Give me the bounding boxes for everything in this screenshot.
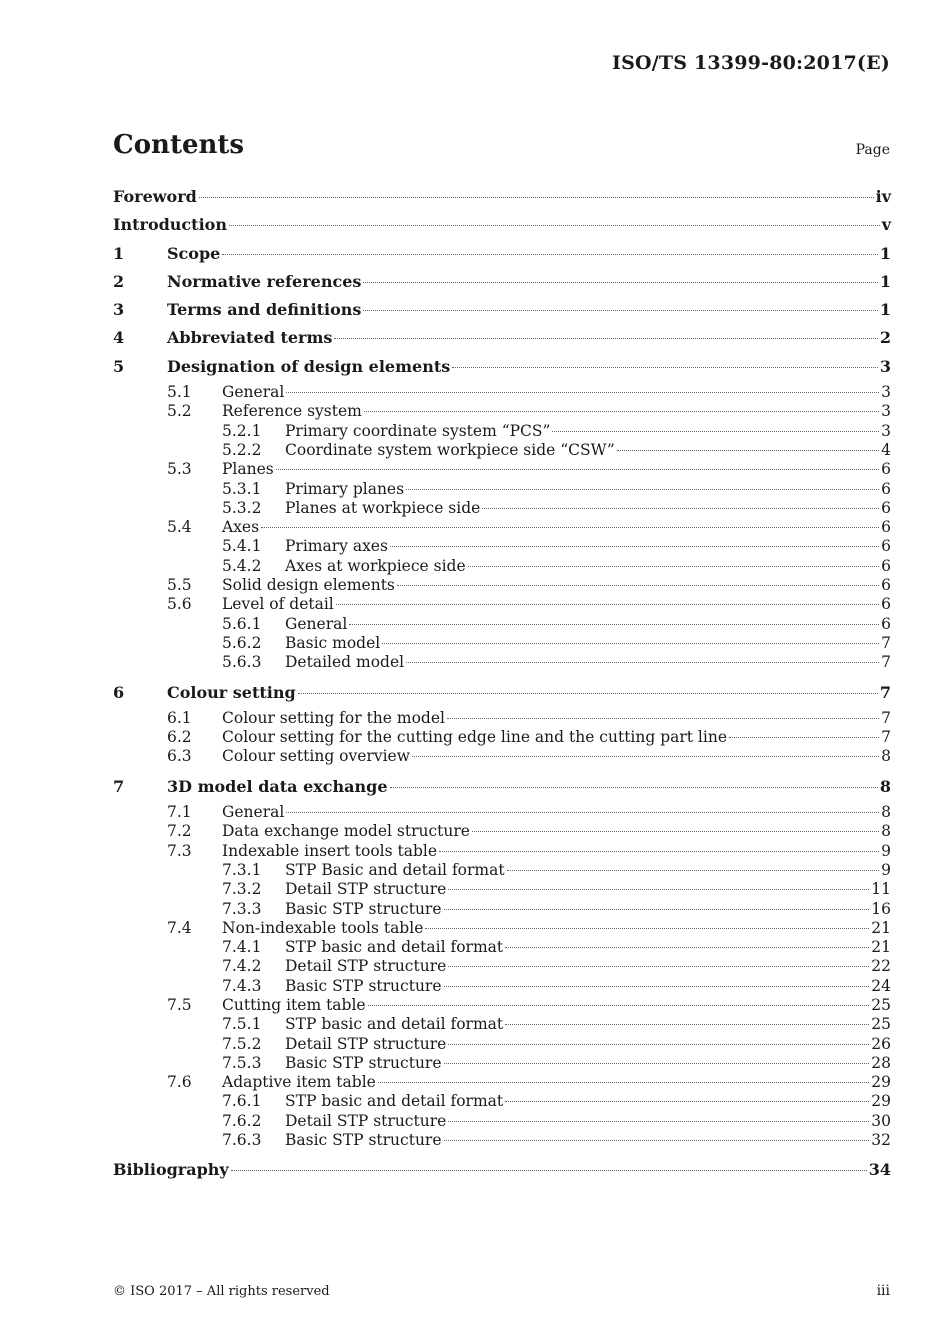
- toc-entry-title: Colour setting for the cutting edge line and the cutting part line: [222, 728, 728, 747]
- toc-entry-page: 7: [881, 708, 891, 727]
- toc-entry-page: 22: [871, 957, 891, 976]
- toc-entry-page: 1: [879, 271, 891, 291]
- toc-entry-line: [285, 537, 891, 556]
- toc-entry[interactable]: [113, 1112, 891, 1131]
- toc-entry-page: 21: [871, 938, 891, 957]
- toc-entry-page: 7: [881, 728, 891, 747]
- toc-entry-page: 8: [881, 803, 891, 822]
- dot-leader: [444, 908, 870, 910]
- toc-entry-line: [285, 1131, 891, 1150]
- toc-entry-page: 7: [879, 682, 891, 702]
- toc-entry[interactable]: [113, 518, 891, 537]
- toc-entry-page: 25: [871, 995, 891, 1014]
- dot-leader: [448, 1043, 869, 1045]
- toc-entry-number: 6: [113, 682, 125, 702]
- toc-entry-line: [167, 326, 891, 349]
- toc-entry-line: [285, 634, 891, 653]
- toc-entry[interactable]: [113, 1092, 891, 1111]
- toc-entry-page: 21: [871, 918, 891, 937]
- dot-leader: [334, 337, 877, 339]
- toc-entry-title: Introduction: [113, 215, 227, 235]
- page-column-label: Page: [855, 142, 890, 158]
- copyright-notice: © ISO 2017 – All rights reserved: [113, 1284, 330, 1299]
- dot-leader: [482, 507, 879, 509]
- toc-entry-page: 34: [868, 1160, 891, 1180]
- toc-entry-title: Planes: [222, 460, 274, 479]
- toc-entry-number: 7.4.2: [222, 957, 262, 976]
- dot-leader: [448, 965, 869, 967]
- toc-entry-line: [113, 213, 891, 236]
- toc-entry-title: Detail STP structure: [285, 957, 447, 976]
- toc-entry-number: 5.3.2: [222, 498, 262, 517]
- toc-entry-title: General: [222, 383, 285, 402]
- toc-entry[interactable]: [113, 576, 891, 595]
- toc-entry-title: Colour setting for the model: [222, 708, 445, 727]
- toc-entry-title: Basic STP structure: [285, 1131, 442, 1150]
- toc-entry[interactable]: [113, 803, 891, 822]
- dot-leader: [364, 410, 879, 412]
- toc-entry-page: 3: [881, 402, 891, 421]
- toc-entry[interactable]: [113, 1054, 891, 1073]
- toc-entry-number: 5.6.2: [222, 633, 262, 652]
- toc-entry-title: Primary coordinate system “PCS”: [285, 421, 551, 440]
- toc-entry[interactable]: [113, 1035, 891, 1054]
- toc-entry[interactable]: [113, 595, 891, 614]
- dot-leader: [397, 584, 879, 586]
- toc-entry-page: 11: [871, 880, 891, 899]
- toc-entry-title: Reference system: [222, 402, 362, 421]
- toc-entry-page: 16: [871, 899, 891, 918]
- toc-entry-title: Foreword: [113, 187, 197, 206]
- dot-leader: [468, 565, 879, 567]
- dot-leader: [222, 253, 878, 255]
- dot-leader: [368, 1004, 870, 1006]
- dot-leader: [406, 661, 879, 663]
- toc-entry-number: 7.4: [167, 918, 192, 937]
- dot-leader: [406, 488, 879, 490]
- toc-entry-number: 7.6.3: [222, 1131, 262, 1150]
- toc-entry[interactable]: [113, 242, 891, 270]
- toc-entry-number: 4: [113, 328, 125, 348]
- toc-entry[interactable]: [113, 383, 891, 402]
- dot-leader: [505, 1023, 869, 1025]
- toc-entry-title: Basic STP structure: [285, 1053, 442, 1072]
- toc-entry-line: [222, 822, 891, 841]
- toc-entry-page: 3: [881, 383, 891, 402]
- toc-entry-page: 8: [881, 822, 891, 841]
- toc-entry-title: Detailed model: [285, 653, 405, 672]
- toc-entry[interactable]: [113, 1158, 891, 1186]
- toc-entry-line: [285, 1112, 891, 1131]
- toc-entry-line: [222, 996, 891, 1015]
- toc-entry-line: [285, 957, 891, 976]
- toc-entry-line: [222, 709, 891, 728]
- toc-entry-number: 7.2: [167, 822, 192, 841]
- toc-entry-page: 24: [871, 976, 891, 995]
- toc-entry-title: Basic model: [285, 633, 381, 652]
- toc-entry-page: 1: [879, 243, 891, 263]
- toc-entry-page: 9: [881, 860, 891, 879]
- toc-entry-number: 5.2.2: [222, 440, 262, 459]
- toc-entry-page: v: [881, 215, 891, 235]
- toc-entry-number: 7.5.3: [222, 1053, 262, 1072]
- toc-entry-page: 6: [881, 537, 891, 556]
- toc-entry-line: [285, 1054, 891, 1073]
- dot-leader: [552, 430, 879, 432]
- toc-entry-page: 29: [871, 1073, 891, 1092]
- dot-leader: [452, 366, 878, 368]
- dot-leader: [444, 1062, 870, 1064]
- dot-leader: [231, 1169, 867, 1171]
- toc-entry[interactable]: [113, 270, 891, 298]
- toc-entry[interactable]: [113, 1073, 891, 1092]
- toc-entry-title: Axes at workpiece side: [285, 556, 466, 575]
- dot-leader: [349, 623, 879, 625]
- toc-entry-title: Basic STP structure: [285, 899, 442, 918]
- toc-entry-page: 3: [881, 421, 891, 440]
- toc-entry[interactable]: [113, 728, 891, 747]
- toc-entry[interactable]: [113, 634, 891, 653]
- toc-entry-number: 5.4.1: [222, 537, 262, 556]
- dot-leader: [390, 786, 878, 788]
- toc-entry[interactable]: [113, 499, 891, 518]
- dot-leader: [229, 224, 880, 226]
- toc-entry-page: 6: [881, 460, 891, 479]
- toc-entry-number: 5.4.2: [222, 556, 262, 575]
- toc-entry-page: 9: [881, 841, 891, 860]
- toc-entry-line: [285, 1092, 891, 1111]
- toc-entry-number: 2: [113, 271, 125, 291]
- toc-entry[interactable]: [113, 460, 891, 479]
- dot-leader: [363, 281, 877, 283]
- toc-entry-page: 32: [871, 1131, 891, 1150]
- toc-entry-line: [285, 557, 891, 576]
- dot-leader: [448, 888, 869, 890]
- toc-entry[interactable]: [113, 1015, 891, 1034]
- toc-entry-number: 7.5.2: [222, 1034, 262, 1053]
- toc-entry[interactable]: [113, 681, 891, 709]
- toc-entry-line: [285, 977, 891, 996]
- toc-entry[interactable]: [113, 919, 891, 938]
- toc-entry-title: Detail STP structure: [285, 1034, 447, 1053]
- dot-leader: [617, 449, 879, 451]
- toc-entry[interactable]: [113, 996, 891, 1015]
- toc-entry-number: 6.3: [167, 747, 192, 766]
- dot-leader: [505, 946, 869, 948]
- toc-entry-line: [285, 880, 891, 899]
- page-number: iii: [876, 1283, 890, 1299]
- toc-entry-title: Terms and definitions: [167, 300, 362, 320]
- toc-entry[interactable]: [113, 355, 891, 383]
- dot-leader: [286, 811, 879, 813]
- dot-leader: [472, 830, 879, 832]
- toc-entry-page: 8: [881, 747, 891, 766]
- toc-entry-page: 8: [879, 776, 891, 796]
- toc-entry-page: iv: [875, 187, 891, 206]
- toc-entry-line: [113, 185, 891, 208]
- toc-entry-number: 5.2.1: [222, 421, 262, 440]
- dot-leader: [298, 692, 878, 694]
- toc-entry-title: Adaptive item table: [222, 1073, 376, 1092]
- toc-entry-number: 6.1: [167, 708, 192, 727]
- toc-entry-line: [222, 1073, 891, 1092]
- toc-entry-title: General: [222, 803, 285, 822]
- toc-entry-number: 5.6.1: [222, 614, 262, 633]
- dot-leader: [448, 1120, 869, 1122]
- toc-entry-number: 5.2: [167, 402, 192, 421]
- dot-leader: [444, 985, 870, 987]
- toc-entry-page: 6: [881, 614, 891, 633]
- toc-entry-number: 7.6.2: [222, 1111, 262, 1130]
- toc-entry-page: 7: [881, 653, 891, 672]
- toc-entry-number: 7.6: [167, 1073, 192, 1092]
- toc-entry-title: Detail STP structure: [285, 1111, 447, 1130]
- toc-entry-number: 7.5: [167, 995, 192, 1014]
- toc-entry-line: [222, 728, 891, 747]
- toc-entry-number: 5: [113, 356, 125, 376]
- toc-entry[interactable]: [113, 709, 891, 728]
- toc-entry-number: 7: [113, 776, 125, 796]
- toc-entry[interactable]: [113, 842, 891, 861]
- toc-entry-line: [167, 298, 891, 321]
- dot-leader: [390, 545, 879, 547]
- table-of-contents: [113, 185, 891, 1187]
- toc-entry-page: 26: [871, 1034, 891, 1053]
- toc-entry-line: [285, 441, 891, 460]
- dot-leader: [336, 603, 879, 605]
- dot-leader: [505, 1100, 869, 1102]
- toc-entry[interactable]: [113, 557, 891, 576]
- toc-entry-line: [167, 270, 891, 293]
- toc-entry-title: Detail STP structure: [285, 880, 447, 899]
- toc-entry-title: Coordinate system workpiece side “CSW”: [285, 440, 615, 459]
- toc-entry-line: [285, 938, 891, 957]
- toc-entry-page: 3: [879, 356, 891, 376]
- dot-leader: [412, 755, 879, 757]
- toc-entry-number: 1: [113, 243, 125, 263]
- toc-entry-number: 7.6.1: [222, 1092, 262, 1111]
- toc-entry-title: Bibliography: [113, 1160, 229, 1180]
- toc-entry-title: Non-indexable tools table: [222, 918, 424, 937]
- dot-leader: [439, 850, 879, 852]
- toc-entry-number: 7.3: [167, 841, 192, 860]
- dot-leader: [507, 869, 880, 871]
- toc-entry-title: Colour setting overview: [222, 747, 410, 766]
- toc-entry-title: Planes at workpiece side: [285, 498, 481, 517]
- toc-entry-line: [167, 242, 891, 265]
- toc-entry[interactable]: [113, 402, 891, 421]
- toc-entry-number: 7.5.1: [222, 1015, 262, 1034]
- toc-entry-line: [222, 518, 891, 537]
- toc-entry-number: 5.6.3: [222, 653, 262, 672]
- toc-entry-title: Colour setting: [167, 682, 296, 702]
- toc-entry-line: [167, 355, 891, 378]
- toc-entry-number: 7.3.2: [222, 880, 262, 899]
- toc-entry-page: 6: [881, 479, 891, 498]
- toc-entry[interactable]: [113, 1131, 891, 1150]
- toc-entry-page: 6: [881, 556, 891, 575]
- toc-entry[interactable]: [113, 298, 891, 326]
- toc-entry-title: Normative references: [167, 271, 362, 291]
- toc-entry-number: 7.4.1: [222, 938, 262, 957]
- toc-entry-title: Designation of design elements: [167, 356, 451, 376]
- toc-entry-number: 7.3.1: [222, 860, 262, 879]
- dot-leader: [378, 1081, 869, 1083]
- dot-leader: [447, 717, 879, 719]
- toc-entry[interactable]: [113, 880, 891, 899]
- toc-entry-number: 7.1: [167, 803, 192, 822]
- toc-entry-page: 2: [879, 328, 891, 348]
- toc-entry-line: [222, 595, 891, 614]
- toc-entry-line: [222, 383, 891, 402]
- toc-entry-line: [222, 576, 891, 595]
- toc-entry-line: [167, 775, 891, 798]
- toc-entry[interactable]: [113, 977, 891, 996]
- toc-entry-page: 25: [871, 1015, 891, 1034]
- toc-entry-title: STP basic and detail format: [285, 1015, 504, 1034]
- toc-entry[interactable]: [113, 441, 891, 460]
- toc-entry-title: General: [285, 614, 348, 633]
- toc-entry[interactable]: [113, 900, 891, 919]
- toc-entry[interactable]: [113, 615, 891, 634]
- toc-entry-title: STP basic and detail format: [285, 938, 504, 957]
- toc-entry[interactable]: [113, 653, 891, 672]
- toc-entry-line: [285, 861, 891, 880]
- toc-entry-title: Abbreviated terms: [167, 328, 333, 348]
- toc-entry-title: Primary planes: [285, 479, 405, 498]
- toc-entry[interactable]: [113, 213, 891, 241]
- toc-entry-number: 5.3.1: [222, 479, 262, 498]
- toc-entry[interactable]: [113, 747, 891, 766]
- toc-entry-line: [285, 499, 891, 518]
- toc-entry-title: Axes: [222, 518, 260, 537]
- toc-entry-number: 5.3: [167, 460, 192, 479]
- toc-entry-number: 5.6: [167, 595, 192, 614]
- toc-entry-title: Indexable insert tools table: [222, 841, 438, 860]
- toc-entry-page: 7: [881, 633, 891, 652]
- toc-entry-line: [285, 615, 891, 634]
- toc-entry-line: [167, 681, 891, 704]
- toc-entry-title: 3D model data exchange: [167, 776, 388, 796]
- toc-entry-page: 28: [871, 1053, 891, 1072]
- document-id: ISO/TS 13399-80:2017(E): [612, 52, 890, 74]
- toc-entry[interactable]: [113, 957, 891, 976]
- toc-entry-page: 1: [879, 300, 891, 320]
- toc-entry[interactable]: [113, 861, 891, 880]
- toc-entry-number: 7.3.3: [222, 899, 262, 918]
- toc-entry-number: 6.2: [167, 728, 192, 747]
- toc-entry[interactable]: [113, 422, 891, 441]
- toc-entry-title: Scope: [167, 243, 221, 263]
- toc-entry-line: [222, 842, 891, 861]
- toc-entry-number: 5.1: [167, 383, 192, 402]
- toc-entry-line: [285, 480, 891, 499]
- dot-leader: [276, 468, 879, 470]
- toc-entry-line: [285, 1015, 891, 1034]
- toc-entry-line: [285, 1035, 891, 1054]
- toc-entry-title: STP Basic and detail format: [285, 860, 505, 879]
- toc-entry-line: [285, 422, 891, 441]
- dot-leader: [729, 736, 879, 738]
- dot-leader: [261, 526, 879, 528]
- toc-entry-page: 6: [881, 498, 891, 517]
- toc-entry-page: 29: [871, 1092, 891, 1111]
- toc-entry-page: 6: [881, 518, 891, 537]
- toc-entry-line: [113, 1158, 891, 1181]
- dot-leader: [444, 1139, 870, 1141]
- toc-entry[interactable]: [113, 185, 891, 213]
- toc-entry-line: [222, 460, 891, 479]
- toc-entry-line: [285, 900, 891, 919]
- toc-entry-page: 6: [881, 595, 891, 614]
- toc-entry-number: 5.4: [167, 518, 192, 537]
- toc-entry-title: Basic STP structure: [285, 976, 442, 995]
- dot-leader: [199, 196, 874, 198]
- toc-entry-title: Primary axes: [285, 537, 388, 556]
- toc-entry-line: [222, 803, 891, 822]
- toc-entry-title: Level of detail: [222, 595, 334, 614]
- toc-entry-title: Data exchange model structure: [222, 822, 470, 841]
- toc-entry[interactable]: [113, 938, 891, 957]
- toc-entry-line: [285, 653, 891, 672]
- toc-entry[interactable]: [113, 822, 891, 841]
- toc-entry-number: 3: [113, 300, 125, 320]
- dot-leader: [425, 927, 869, 929]
- toc-entry-page: 6: [881, 576, 891, 595]
- toc-entry-title: Solid design elements: [222, 576, 395, 595]
- toc-entry-page: 30: [871, 1111, 891, 1130]
- toc-entry-line: [222, 919, 891, 938]
- toc-entry[interactable]: [113, 480, 891, 499]
- toc-entry-title: Cutting item table: [222, 995, 366, 1014]
- dot-leader: [286, 391, 879, 393]
- toc-entry-number: 5.5: [167, 576, 192, 595]
- dot-leader: [363, 309, 877, 311]
- toc-entry-line: [222, 747, 891, 766]
- toc-entry-line: [222, 402, 891, 421]
- toc-entry[interactable]: [113, 537, 891, 556]
- toc-entry-title: STP basic and detail format: [285, 1092, 504, 1111]
- dot-leader: [382, 642, 879, 644]
- toc-entry[interactable]: [113, 326, 891, 354]
- toc-entry[interactable]: [113, 775, 891, 803]
- contents-title: Contents: [113, 130, 245, 160]
- toc-entry-number: 7.4.3: [222, 976, 262, 995]
- toc-entry-page: 4: [881, 440, 891, 459]
